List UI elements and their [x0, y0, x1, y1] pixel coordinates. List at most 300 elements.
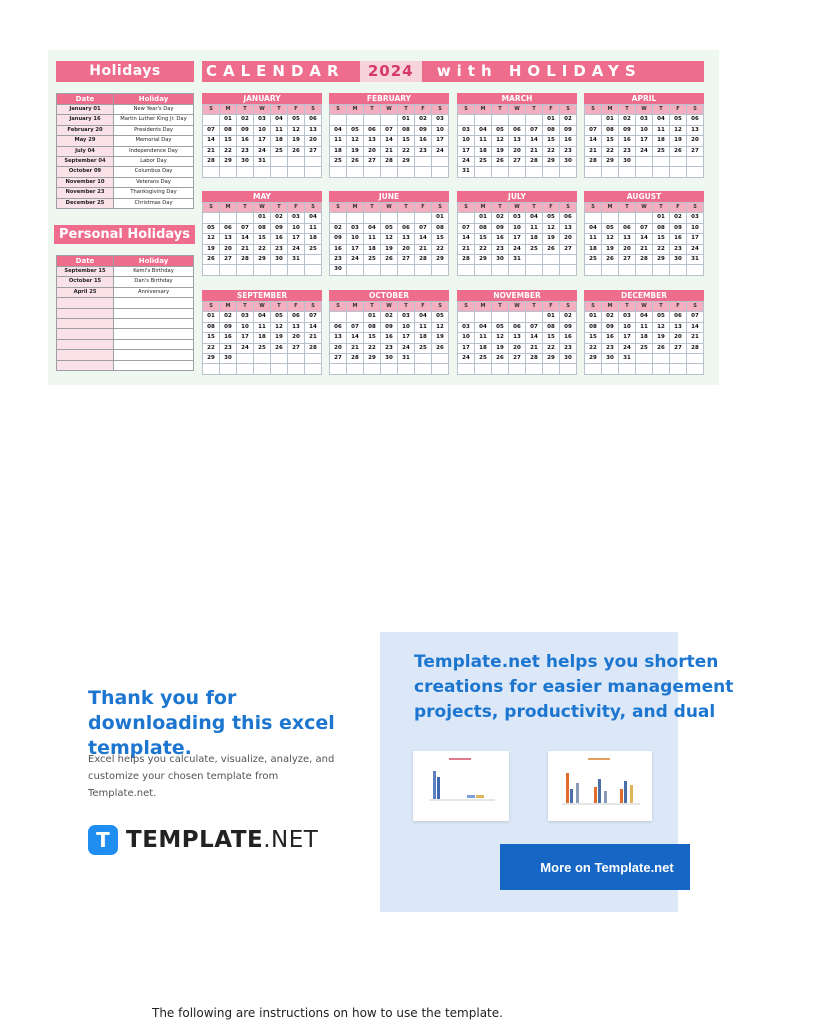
day-cell[interactable]: 23 — [220, 343, 237, 353]
day-cell[interactable]: 06 — [330, 322, 347, 332]
day-cell[interactable]: 21 — [305, 333, 322, 343]
day-cell[interactable]: 27 — [364, 157, 381, 167]
day-cell[interactable]: 18 — [305, 234, 322, 244]
day-cell[interactable]: 17 — [432, 136, 449, 146]
day-cell[interactable]: 02 — [237, 115, 254, 125]
day-cell[interactable] — [509, 312, 526, 322]
day-cell[interactable]: 23 — [330, 255, 347, 265]
day-cell[interactable]: 01 — [364, 312, 381, 322]
holiday-name[interactable] — [114, 308, 194, 318]
day-cell[interactable]: 21 — [381, 146, 398, 156]
holiday-date[interactable]: November 10 — [57, 177, 114, 187]
holiday-name[interactable] — [114, 360, 194, 370]
day-cell[interactable]: 27 — [330, 354, 347, 364]
day-cell[interactable]: 19 — [492, 343, 509, 353]
holiday-name[interactable]: Dan's Birthday — [114, 277, 194, 287]
day-cell[interactable]: 04 — [526, 213, 543, 223]
day-cell[interactable]: 30 — [619, 157, 636, 167]
day-cell[interactable]: 16 — [415, 136, 432, 146]
holiday-date[interactable]: September 04 — [57, 157, 114, 167]
day-cell[interactable]: 17 — [254, 136, 271, 146]
day-cell[interactable]: 07 — [526, 125, 543, 135]
day-cell[interactable] — [560, 364, 577, 374]
day-cell[interactable]: 09 — [415, 125, 432, 135]
day-cell[interactable]: 09 — [670, 223, 687, 233]
day-cell[interactable]: 06 — [619, 223, 636, 233]
holiday-date[interactable]: November 23 — [57, 188, 114, 198]
day-cell[interactable]: 20 — [619, 244, 636, 254]
day-cell[interactable]: 04 — [636, 312, 653, 322]
day-cell[interactable]: 03 — [432, 115, 449, 125]
day-cell[interactable]: 18 — [653, 136, 670, 146]
day-cell[interactable] — [288, 157, 305, 167]
day-cell[interactable]: 09 — [560, 322, 577, 332]
day-cell[interactable]: 17 — [687, 234, 704, 244]
day-cell[interactable]: 17 — [347, 244, 364, 254]
day-cell[interactable]: 04 — [254, 312, 271, 322]
day-cell[interactable]: 04 — [585, 223, 602, 233]
day-cell[interactable]: 05 — [602, 223, 619, 233]
day-cell[interactable] — [415, 167, 432, 177]
day-cell[interactable] — [330, 213, 347, 223]
day-cell[interactable]: 06 — [509, 322, 526, 332]
day-cell[interactable]: 08 — [543, 125, 560, 135]
day-cell[interactable] — [492, 115, 509, 125]
day-cell[interactable]: 22 — [585, 343, 602, 353]
day-cell[interactable]: 13 — [305, 125, 322, 135]
day-cell[interactable]: 05 — [432, 312, 449, 322]
day-cell[interactable] — [347, 265, 364, 275]
day-cell[interactable]: 30 — [220, 354, 237, 364]
day-cell[interactable]: 26 — [432, 343, 449, 353]
day-cell[interactable] — [687, 364, 704, 374]
day-cell[interactable]: 12 — [203, 234, 220, 244]
day-cell[interactable] — [381, 265, 398, 275]
day-cell[interactable]: 03 — [288, 213, 305, 223]
day-cell[interactable]: 30 — [381, 354, 398, 364]
day-cell[interactable]: 19 — [653, 333, 670, 343]
day-cell[interactable]: 20 — [305, 136, 322, 146]
day-cell[interactable]: 22 — [543, 343, 560, 353]
holiday-name[interactable]: New Year's Day — [114, 105, 194, 115]
day-cell[interactable]: 30 — [237, 157, 254, 167]
day-cell[interactable]: 21 — [237, 244, 254, 254]
day-cell[interactable]: 01 — [602, 115, 619, 125]
day-cell[interactable]: 16 — [492, 234, 509, 244]
day-cell[interactable]: 29 — [602, 157, 619, 167]
day-cell[interactable]: 18 — [636, 333, 653, 343]
day-cell[interactable] — [509, 115, 526, 125]
day-cell[interactable]: 05 — [271, 312, 288, 322]
day-cell[interactable]: 25 — [330, 157, 347, 167]
day-cell[interactable]: 16 — [560, 333, 577, 343]
holiday-date[interactable] — [57, 319, 114, 329]
day-cell[interactable]: 24 — [687, 244, 704, 254]
day-cell[interactable]: 19 — [432, 333, 449, 343]
day-cell[interactable]: 02 — [560, 115, 577, 125]
day-cell[interactable]: 02 — [220, 312, 237, 322]
day-cell[interactable]: 21 — [526, 343, 543, 353]
day-cell[interactable] — [415, 157, 432, 167]
day-cell[interactable]: 09 — [492, 223, 509, 233]
day-cell[interactable] — [602, 265, 619, 275]
day-cell[interactable]: 28 — [237, 255, 254, 265]
day-cell[interactable] — [670, 167, 687, 177]
day-cell[interactable]: 27 — [509, 354, 526, 364]
day-cell[interactable]: 07 — [203, 125, 220, 135]
day-cell[interactable] — [602, 167, 619, 177]
day-cell[interactable] — [364, 115, 381, 125]
day-cell[interactable]: 10 — [687, 223, 704, 233]
day-cell[interactable]: 12 — [543, 223, 560, 233]
day-cell[interactable]: 09 — [619, 125, 636, 135]
day-cell[interactable]: 14 — [526, 136, 543, 146]
day-cell[interactable]: 19 — [670, 136, 687, 146]
day-cell[interactable]: 24 — [254, 146, 271, 156]
holiday-date[interactable]: April 25 — [57, 287, 114, 297]
day-cell[interactable]: 08 — [254, 223, 271, 233]
day-cell[interactable] — [364, 364, 381, 374]
day-cell[interactable]: 19 — [271, 333, 288, 343]
day-cell[interactable]: 12 — [670, 125, 687, 135]
day-cell[interactable]: 03 — [237, 312, 254, 322]
day-cell[interactable]: 11 — [653, 125, 670, 135]
day-cell[interactable]: 24 — [288, 244, 305, 254]
day-cell[interactable] — [560, 255, 577, 265]
day-cell[interactable]: 23 — [492, 244, 509, 254]
day-cell[interactable]: 28 — [526, 354, 543, 364]
day-cell[interactable]: 04 — [475, 125, 492, 135]
day-cell[interactable]: 13 — [509, 333, 526, 343]
day-cell[interactable] — [254, 167, 271, 177]
holiday-date[interactable]: February 20 — [57, 125, 114, 135]
day-cell[interactable] — [271, 157, 288, 167]
day-cell[interactable] — [619, 265, 636, 275]
day-cell[interactable] — [415, 364, 432, 374]
day-cell[interactable] — [203, 115, 220, 125]
day-cell[interactable]: 14 — [687, 322, 704, 332]
day-cell[interactable]: 10 — [509, 223, 526, 233]
day-cell[interactable]: 15 — [220, 136, 237, 146]
day-cell[interactable]: 11 — [636, 322, 653, 332]
day-cell[interactable]: 10 — [347, 234, 364, 244]
day-cell[interactable]: 13 — [220, 234, 237, 244]
day-cell[interactable]: 14 — [203, 136, 220, 146]
holiday-name[interactable] — [114, 319, 194, 329]
day-cell[interactable]: 20 — [509, 343, 526, 353]
day-cell[interactable]: 12 — [492, 136, 509, 146]
day-cell[interactable]: 24 — [509, 244, 526, 254]
day-cell[interactable]: 20 — [330, 343, 347, 353]
day-cell[interactable]: 25 — [653, 146, 670, 156]
day-cell[interactable]: 14 — [381, 136, 398, 146]
day-cell[interactable]: 31 — [509, 255, 526, 265]
day-cell[interactable]: 05 — [653, 312, 670, 322]
day-cell[interactable]: 29 — [653, 255, 670, 265]
day-cell[interactable]: 13 — [509, 136, 526, 146]
day-cell[interactable]: 18 — [330, 146, 347, 156]
day-cell[interactable]: 30 — [492, 255, 509, 265]
day-cell[interactable]: 08 — [602, 125, 619, 135]
day-cell[interactable]: 02 — [271, 213, 288, 223]
day-cell[interactable]: 08 — [398, 125, 415, 135]
day-cell[interactable]: 24 — [458, 354, 475, 364]
day-cell[interactable]: 01 — [543, 312, 560, 322]
day-cell[interactable] — [526, 312, 543, 322]
day-cell[interactable] — [203, 265, 220, 275]
day-cell[interactable]: 30 — [271, 255, 288, 265]
day-cell[interactable] — [432, 265, 449, 275]
day-cell[interactable] — [458, 265, 475, 275]
day-cell[interactable]: 08 — [543, 322, 560, 332]
day-cell[interactable]: 29 — [432, 255, 449, 265]
day-cell[interactable]: 01 — [432, 213, 449, 223]
day-cell[interactable]: 12 — [653, 322, 670, 332]
day-cell[interactable]: 25 — [636, 343, 653, 353]
day-cell[interactable]: 31 — [687, 255, 704, 265]
day-cell[interactable]: 12 — [347, 136, 364, 146]
day-cell[interactable] — [636, 354, 653, 364]
day-cell[interactable]: 14 — [415, 234, 432, 244]
holiday-date[interactable]: January 01 — [57, 105, 114, 115]
day-cell[interactable] — [220, 364, 237, 374]
day-cell[interactable]: 07 — [237, 223, 254, 233]
day-cell[interactable]: 11 — [254, 322, 271, 332]
day-cell[interactable]: 20 — [560, 234, 577, 244]
day-cell[interactable]: 13 — [560, 223, 577, 233]
day-cell[interactable]: 23 — [237, 146, 254, 156]
day-cell[interactable]: 15 — [398, 136, 415, 146]
day-cell[interactable]: 11 — [271, 125, 288, 135]
day-cell[interactable]: 17 — [458, 146, 475, 156]
day-cell[interactable]: 25 — [254, 343, 271, 353]
day-cell[interactable]: 24 — [432, 146, 449, 156]
day-cell[interactable]: 19 — [288, 136, 305, 146]
day-cell[interactable]: 03 — [458, 125, 475, 135]
day-cell[interactable]: 02 — [330, 223, 347, 233]
day-cell[interactable]: 04 — [330, 125, 347, 135]
day-cell[interactable]: 27 — [560, 244, 577, 254]
day-cell[interactable] — [619, 213, 636, 223]
day-cell[interactable]: 18 — [415, 333, 432, 343]
day-cell[interactable]: 27 — [220, 255, 237, 265]
day-cell[interactable] — [458, 364, 475, 374]
day-cell[interactable] — [653, 364, 670, 374]
day-cell[interactable] — [364, 213, 381, 223]
day-cell[interactable]: 01 — [254, 213, 271, 223]
day-cell[interactable]: 06 — [509, 125, 526, 135]
holiday-date[interactable]: December 25 — [57, 198, 114, 208]
day-cell[interactable]: 09 — [330, 234, 347, 244]
day-cell[interactable]: 16 — [381, 333, 398, 343]
day-cell[interactable] — [432, 354, 449, 364]
day-cell[interactable]: 18 — [585, 244, 602, 254]
day-cell[interactable]: 23 — [670, 244, 687, 254]
holiday-date[interactable] — [57, 308, 114, 318]
day-cell[interactable] — [585, 213, 602, 223]
day-cell[interactable]: 04 — [653, 115, 670, 125]
day-cell[interactable]: 17 — [288, 234, 305, 244]
holiday-date[interactable]: May 29 — [57, 136, 114, 146]
day-cell[interactable] — [509, 364, 526, 374]
day-cell[interactable]: 01 — [653, 213, 670, 223]
day-cell[interactable]: 21 — [636, 244, 653, 254]
day-cell[interactable]: 09 — [381, 322, 398, 332]
day-cell[interactable] — [237, 354, 254, 364]
day-cell[interactable] — [305, 265, 322, 275]
day-cell[interactable]: 26 — [347, 157, 364, 167]
day-cell[interactable] — [288, 265, 305, 275]
day-cell[interactable]: 28 — [347, 354, 364, 364]
day-cell[interactable]: 15 — [543, 333, 560, 343]
day-cell[interactable] — [271, 167, 288, 177]
day-cell[interactable]: 03 — [254, 115, 271, 125]
day-cell[interactable]: 25 — [526, 244, 543, 254]
day-cell[interactable]: 14 — [585, 136, 602, 146]
day-cell[interactable]: 21 — [415, 244, 432, 254]
day-cell[interactable] — [585, 167, 602, 177]
day-cell[interactable]: 06 — [288, 312, 305, 322]
day-cell[interactable]: 02 — [619, 115, 636, 125]
day-cell[interactable]: 28 — [687, 343, 704, 353]
day-cell[interactable]: 16 — [220, 333, 237, 343]
day-cell[interactable]: 25 — [415, 343, 432, 353]
day-cell[interactable]: 15 — [364, 333, 381, 343]
day-cell[interactable]: 20 — [288, 333, 305, 343]
day-cell[interactable]: 29 — [398, 157, 415, 167]
day-cell[interactable]: 09 — [560, 125, 577, 135]
day-cell[interactable]: 19 — [347, 146, 364, 156]
day-cell[interactable] — [670, 157, 687, 167]
day-cell[interactable]: 22 — [254, 244, 271, 254]
day-cell[interactable] — [364, 265, 381, 275]
day-cell[interactable]: 26 — [288, 146, 305, 156]
day-cell[interactable]: 05 — [203, 223, 220, 233]
day-cell[interactable]: 25 — [475, 354, 492, 364]
day-cell[interactable] — [305, 364, 322, 374]
day-cell[interactable]: 08 — [585, 322, 602, 332]
day-cell[interactable]: 24 — [237, 343, 254, 353]
day-cell[interactable] — [381, 213, 398, 223]
day-cell[interactable] — [415, 213, 432, 223]
day-cell[interactable]: 15 — [475, 234, 492, 244]
day-cell[interactable] — [475, 312, 492, 322]
day-cell[interactable]: 19 — [492, 146, 509, 156]
day-cell[interactable] — [432, 364, 449, 374]
holiday-date[interactable] — [57, 329, 114, 339]
day-cell[interactable]: 12 — [432, 322, 449, 332]
holiday-date[interactable] — [57, 339, 114, 349]
day-cell[interactable]: 25 — [364, 255, 381, 265]
holiday-date[interactable] — [57, 360, 114, 370]
day-cell[interactable]: 17 — [636, 136, 653, 146]
day-cell[interactable] — [475, 167, 492, 177]
day-cell[interactable]: 28 — [458, 255, 475, 265]
day-cell[interactable] — [653, 265, 670, 275]
day-cell[interactable]: 18 — [475, 146, 492, 156]
day-cell[interactable]: 13 — [619, 234, 636, 244]
day-cell[interactable]: 18 — [271, 136, 288, 146]
day-cell[interactable]: 15 — [585, 333, 602, 343]
holiday-date[interactable]: October 09 — [57, 167, 114, 177]
day-cell[interactable]: 27 — [305, 146, 322, 156]
day-cell[interactable]: 11 — [415, 322, 432, 332]
day-cell[interactable] — [220, 265, 237, 275]
day-cell[interactable] — [398, 167, 415, 177]
day-cell[interactable]: 13 — [687, 125, 704, 135]
day-cell[interactable] — [305, 157, 322, 167]
day-cell[interactable] — [254, 265, 271, 275]
day-cell[interactable] — [458, 213, 475, 223]
day-cell[interactable]: 09 — [237, 125, 254, 135]
day-cell[interactable]: 11 — [475, 136, 492, 146]
day-cell[interactable] — [619, 364, 636, 374]
day-cell[interactable] — [670, 354, 687, 364]
day-cell[interactable]: 06 — [398, 223, 415, 233]
day-cell[interactable]: 16 — [237, 136, 254, 146]
day-cell[interactable]: 05 — [492, 125, 509, 135]
day-cell[interactable]: 18 — [254, 333, 271, 343]
holiday-name[interactable]: Kemi's Birthday — [114, 267, 194, 277]
day-cell[interactable] — [203, 364, 220, 374]
day-cell[interactable]: 02 — [602, 312, 619, 322]
day-cell[interactable]: 06 — [687, 115, 704, 125]
day-cell[interactable]: 16 — [560, 136, 577, 146]
day-cell[interactable] — [347, 364, 364, 374]
day-cell[interactable]: 24 — [636, 146, 653, 156]
day-cell[interactable] — [203, 167, 220, 177]
day-cell[interactable] — [347, 167, 364, 177]
day-cell[interactable]: 28 — [381, 157, 398, 167]
day-cell[interactable] — [220, 213, 237, 223]
day-cell[interactable]: 16 — [619, 136, 636, 146]
day-cell[interactable] — [415, 354, 432, 364]
day-cell[interactable] — [288, 364, 305, 374]
holiday-date[interactable]: July 04 — [57, 146, 114, 156]
day-cell[interactable]: 10 — [288, 223, 305, 233]
day-cell[interactable] — [636, 167, 653, 177]
day-cell[interactable]: 08 — [220, 125, 237, 135]
day-cell[interactable] — [492, 312, 509, 322]
day-cell[interactable]: 12 — [288, 125, 305, 135]
day-cell[interactable]: 17 — [398, 333, 415, 343]
day-cell[interactable] — [509, 167, 526, 177]
day-cell[interactable] — [492, 265, 509, 275]
day-cell[interactable] — [237, 364, 254, 374]
day-cell[interactable]: 02 — [492, 213, 509, 223]
day-cell[interactable]: 15 — [254, 234, 271, 244]
day-cell[interactable]: 22 — [432, 244, 449, 254]
day-cell[interactable] — [509, 265, 526, 275]
holiday-date[interactable]: September 15 — [57, 267, 114, 277]
day-cell[interactable]: 02 — [381, 312, 398, 322]
day-cell[interactable]: 08 — [432, 223, 449, 233]
day-cell[interactable]: 28 — [305, 343, 322, 353]
day-cell[interactable]: 22 — [653, 244, 670, 254]
day-cell[interactable]: 16 — [271, 234, 288, 244]
day-cell[interactable] — [254, 354, 271, 364]
day-cell[interactable]: 10 — [458, 333, 475, 343]
day-cell[interactable]: 15 — [543, 136, 560, 146]
day-cell[interactable]: 10 — [254, 125, 271, 135]
day-cell[interactable] — [653, 167, 670, 177]
day-cell[interactable]: 10 — [458, 136, 475, 146]
holiday-date[interactable] — [57, 298, 114, 308]
holiday-name[interactable]: Anniversary — [114, 287, 194, 297]
day-cell[interactable] — [458, 115, 475, 125]
day-cell[interactable] — [305, 167, 322, 177]
day-cell[interactable]: 25 — [271, 146, 288, 156]
